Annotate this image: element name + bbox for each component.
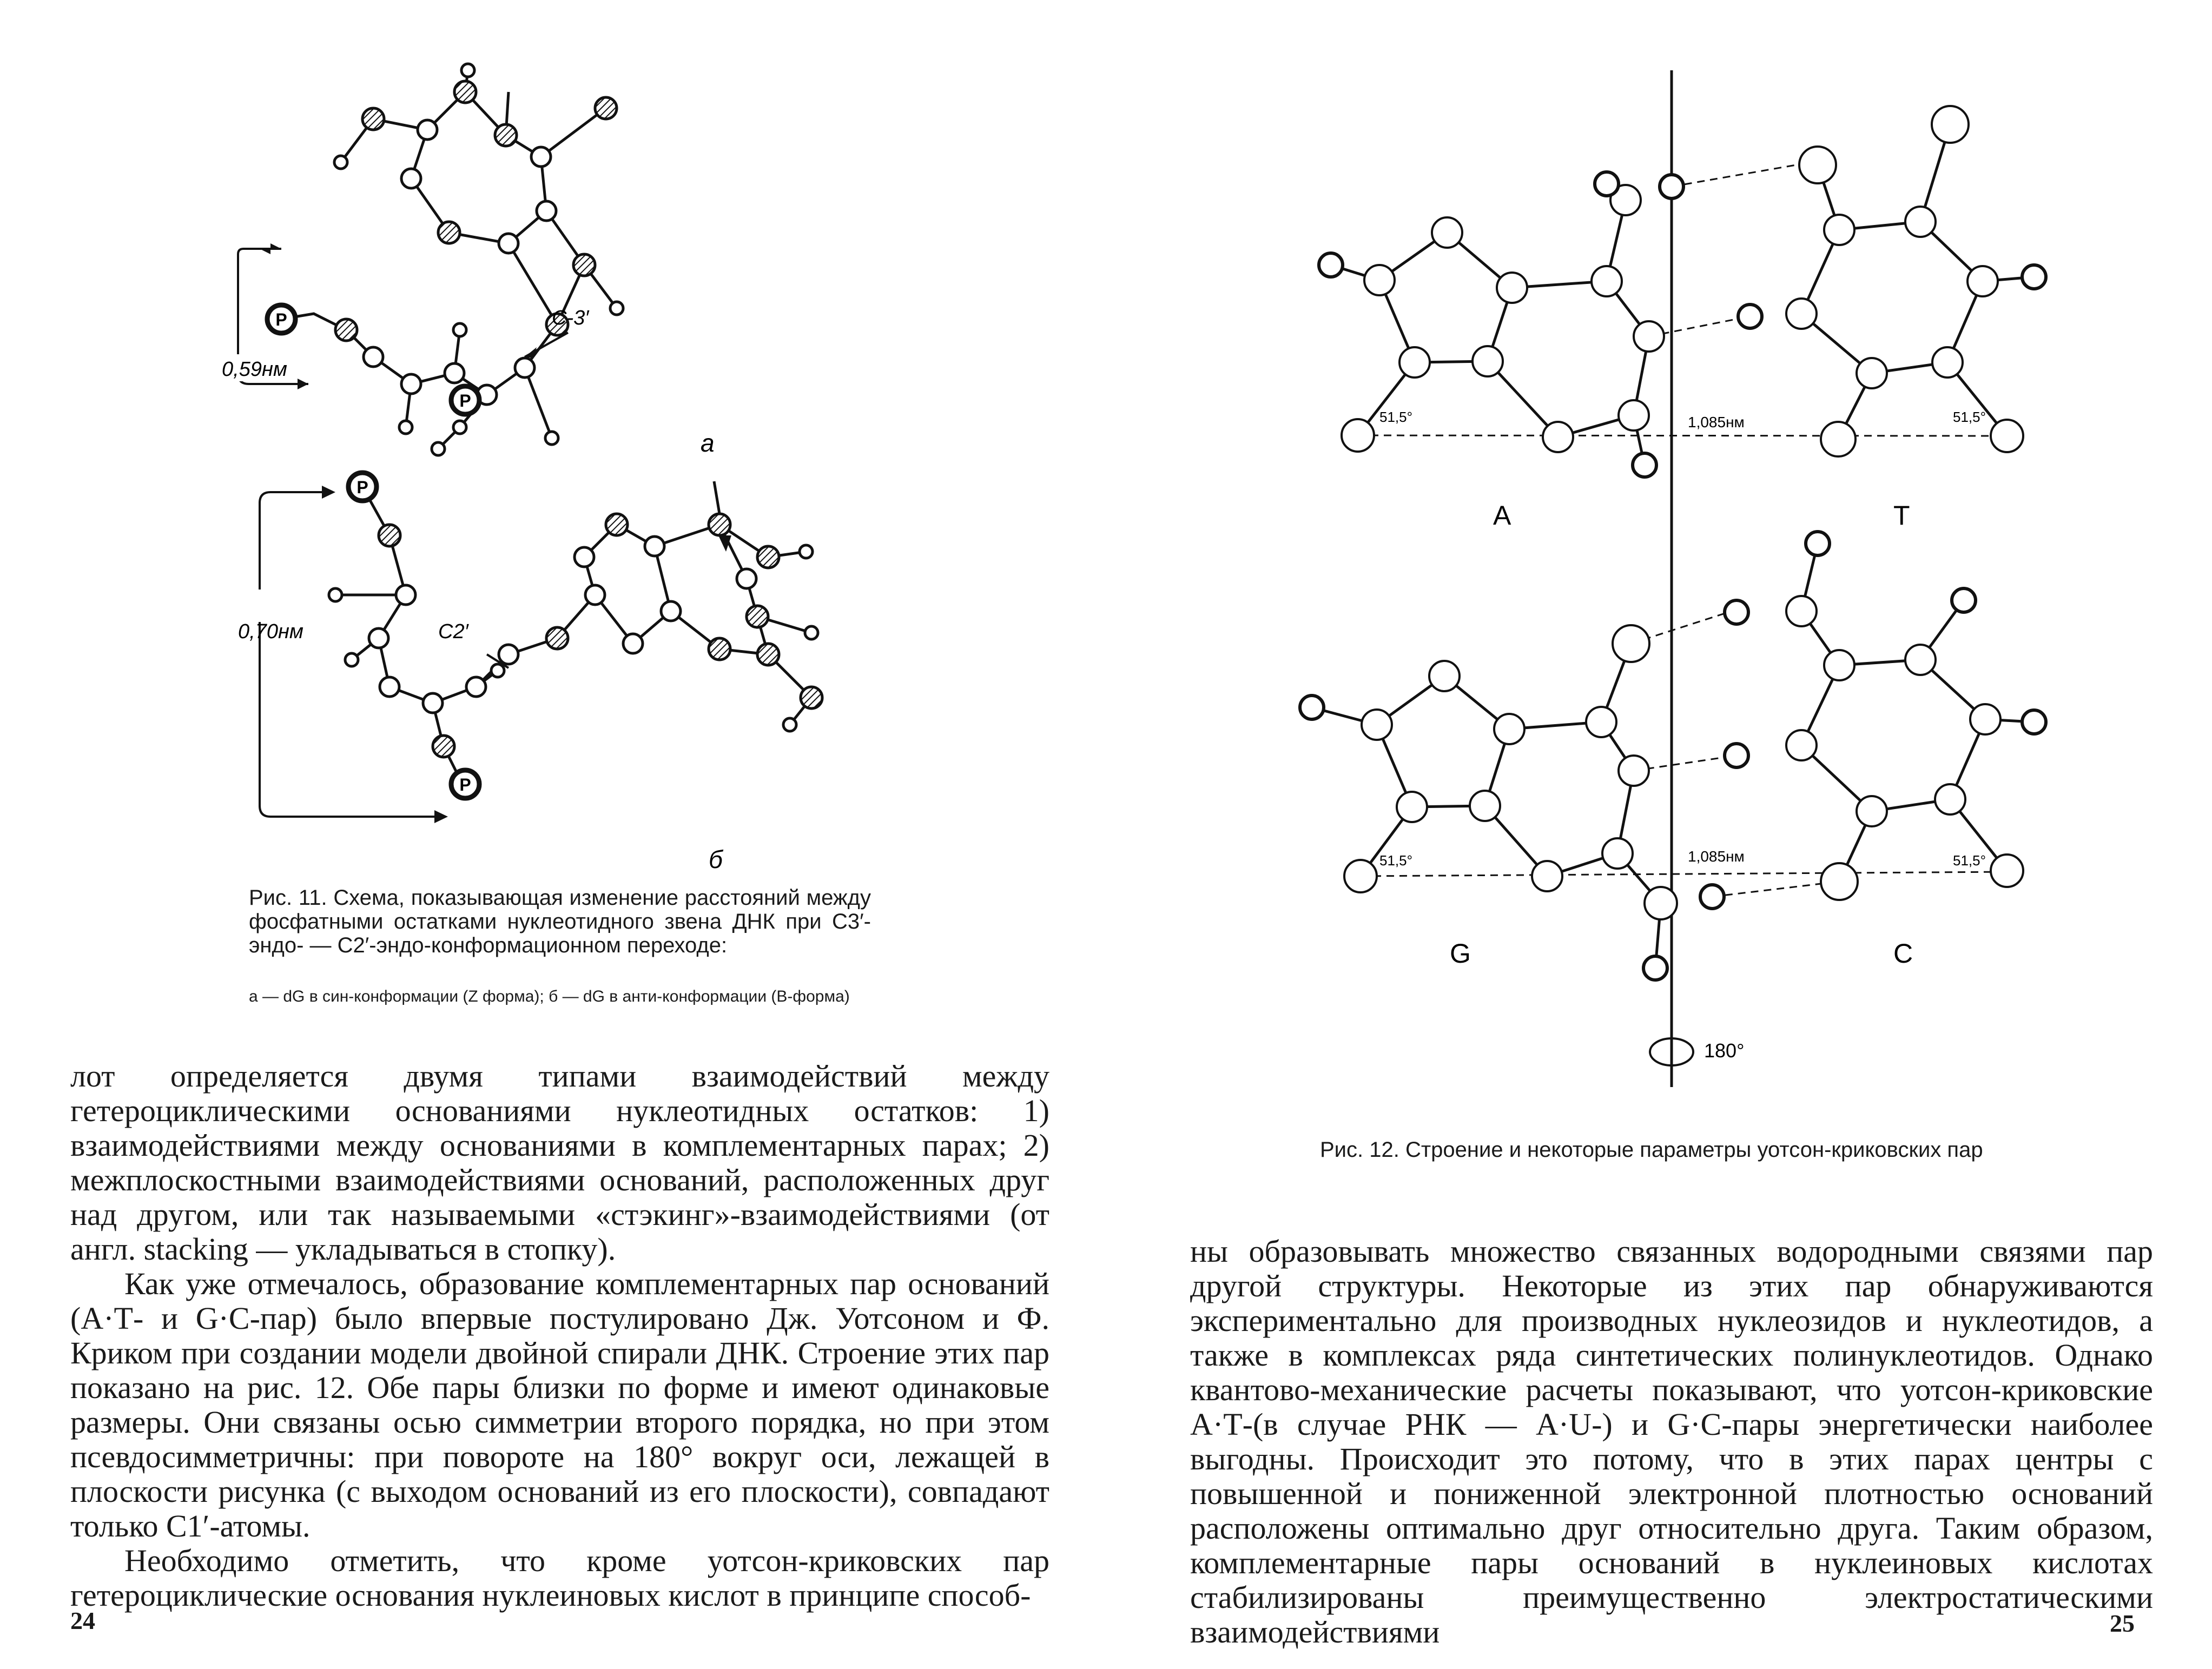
at-angle-left: 51,5° <box>1379 409 1413 425</box>
pair-at-left-label: A <box>1493 500 1511 531</box>
pair-at-bonds <box>1331 124 2034 465</box>
page-number-left: 24 <box>70 1607 95 1634</box>
at-angle-right: 51,5° <box>1953 409 1986 425</box>
left-paragraph-1: лот определяется двумя типами взаимодействий между гетероциклическими основаниями нуклеотидных остатков: 1) взаимодействиями между основаниями в комплементарных парах; 2) межплоскостными взаимодействиями оснований, расположенных друг над другом, или так называемыми «стэкинг»-взаимодействиями (от англ. stacking — укладываться в стопку). <box>70 1058 1049 1267</box>
pair-gc-left-label: G <box>1450 938 1471 969</box>
pair-gc-atoms <box>1344 596 2023 919</box>
figure-11-diagram <box>206 49 930 876</box>
left-paragraph-2: Как уже отмечалось, образование комплементарных пар оснований (А·Т- и G·С-пар) было впервые постулировано Дж. Уотсоном и Ф. Криком при создании модели двойной спирали ДНК. Строение этих пар показано на рис. 12. Обе пары близки по форме и имеют одинаковые размеры. Они связаны осью симметрии второго порядка, но при этом псевдосимметричны: при повороте на 180° вокруг оси, лежащей в плоскости рисунка (с выходом оснований из его плоскости), совпадают только С1′-атомы. <box>70 1266 1049 1544</box>
pair-gc-right-label: C <box>1893 938 1913 969</box>
figure-11-caption: Рис. 11. Схема, показывающая изменение расстояний между фосфатными остатками нуклеотидного звена ДНК при С3′-эндо- — С2′-эндо-конформационном переходе: <box>249 886 871 957</box>
pair-at-atoms <box>1342 106 2023 456</box>
molecule-a-atoms <box>267 64 623 455</box>
atom-label-c3: C-3′ <box>552 307 589 329</box>
left-text-block <box>70 1059 1049 1613</box>
figure-11-caption-sub: а — dG в син-конформации (Z форма); б — dG в анти-конформации (В-форма) <box>249 988 850 1005</box>
molecule-a-bonds <box>281 70 617 449</box>
gc-angle-right: 51,5° <box>1953 852 1986 869</box>
distance-label-b: 0,70нм <box>238 620 303 643</box>
atom-label-c2: C2′ <box>438 620 468 643</box>
phosphate-label-2: P <box>459 391 471 410</box>
molecule-b-atoms <box>329 473 822 798</box>
at-distance-label: 1,085нм <box>1688 414 1745 431</box>
distance-label-a: 0,59нм <box>222 358 287 381</box>
page-number-right: 25 <box>2110 1610 2135 1637</box>
rotation-label: 180° <box>1704 1039 1745 1062</box>
gc-angle-left: 51,5° <box>1379 852 1413 869</box>
phosphate-label-3: P <box>356 478 368 497</box>
left-paragraph-3: Необходимо отметить, что кроме уотсон-криковских пар гетероциклические основания нуклеиновых кислот в принципе способ- <box>70 1543 1049 1613</box>
pair-at-right-label: T <box>1893 500 1910 531</box>
label-a: а <box>701 429 715 457</box>
right-text-block <box>1190 1234 2153 1650</box>
label-b: б <box>709 845 723 873</box>
phosphate-label-1: P <box>275 310 287 329</box>
figure-12-diagram <box>1287 54 2088 1114</box>
gc-distance-label: 1,085нм <box>1688 848 1745 865</box>
right-paragraph-1: ны образовывать множество связанных водородными связями пар другой структуры. Некоторые из этих пар обнаруживаются экспериментально для производных нуклеозидов и нуклеотидов, а также в комплексах ряда синтетических полинуклеотидов. Однако квантово-механические расчеты показывают, что уотсон-криковские А·Т-(в случае РНК — А·U-) и G·С-пары энергетически наиболее выгодны. Происходит это потому, что в этих парах центры с повышенной и пониженной электронной плотностью оснований расположены оптимально друг относительно друга. Таким образом, комплементарные пары оснований в нуклеиновых кислотах стабилизированы преимущественно электростатическими взаимодействиями <box>1190 1234 2153 1650</box>
molecule-b-bonds <box>335 487 811 779</box>
phosphate-label-4: P <box>459 775 471 794</box>
figure-12-caption: Рис. 12. Строение и некоторые параметры уотсон-криковских пар <box>1320 1138 1983 1162</box>
